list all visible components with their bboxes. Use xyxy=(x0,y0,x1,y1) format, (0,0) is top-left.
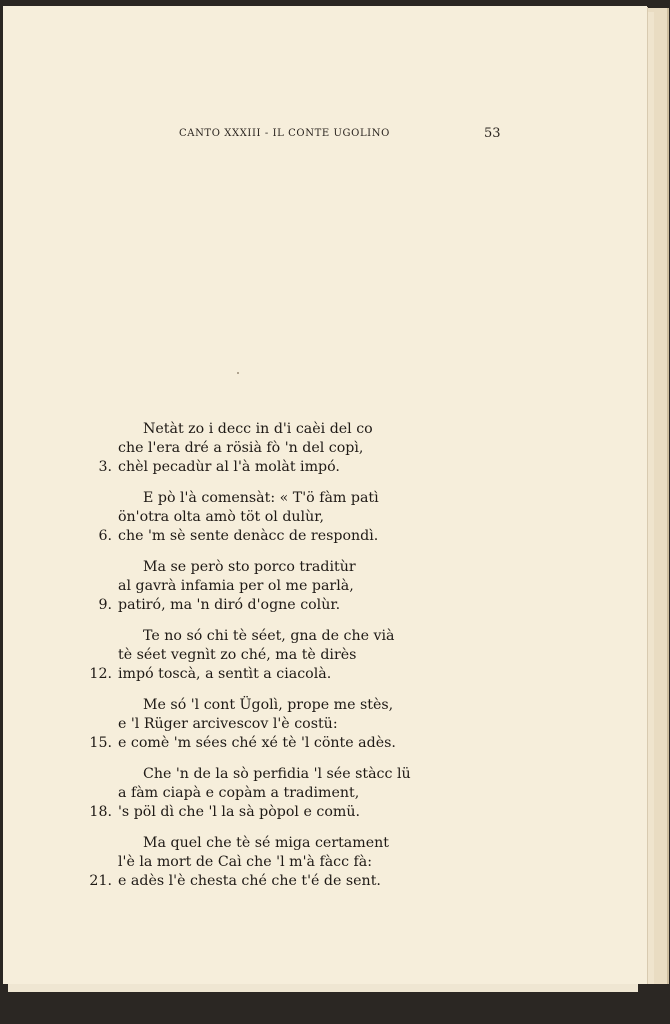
verse-line: 3. chèl pecadùr al l'à molàt impó. xyxy=(87,458,467,477)
verse-line: e 'l Rüger arcivescov l'è costü: xyxy=(118,716,338,732)
page-stack-edge xyxy=(8,984,638,992)
verse-line: ön'otra olta amò töt ol dulùr, xyxy=(118,509,324,525)
tercet xyxy=(87,765,467,822)
book-bottom-edge xyxy=(0,984,670,1024)
line-number: 21. xyxy=(89,873,112,889)
line-number: 3. xyxy=(98,459,112,475)
paper-speck xyxy=(237,372,239,374)
verse-line: che l'era dré a rösià fò 'n del copì, xyxy=(118,440,364,456)
verse-line: l'è la mort de Caì che 'l m'à fàcc fà: xyxy=(118,854,373,870)
verse-line: Te no só chi tè séet, gna de che vià xyxy=(143,628,395,644)
verse-line: 6. che 'm sè sente denàcc de respondì. xyxy=(87,527,467,546)
verse-line: Ma se però sto porco traditùr xyxy=(143,559,356,575)
page-number: 53 xyxy=(484,126,501,141)
book-page xyxy=(3,6,647,984)
running-title: CANTO XXXIII - IL CONTE UGOLINO xyxy=(179,128,390,139)
line-number: 15. xyxy=(89,735,112,751)
verse-line: a fàm ciapà e copàm a tradiment, xyxy=(118,785,360,801)
verse-line: Che 'n de la sò perfidia 'l sée stàcc lü xyxy=(143,766,411,782)
verse-line: 15. e comè 'm sées ché xé tè 'l cönte adès. xyxy=(87,734,467,753)
verse-line: 18. 's pöl dì che 'l la sà pòpol e comü. xyxy=(87,803,467,822)
line-number: 6. xyxy=(98,528,112,544)
verse-line: 9. patiró, ma 'n diró d'ogne colùr. xyxy=(87,596,467,615)
verse-line: E pò l'à comensàt: « T'ö fàm patì xyxy=(143,490,379,506)
verse-line: Me só 'l cont Ügolì, prope me stès, xyxy=(143,697,394,713)
verse-line: al gavrà infamia per ol me parlà, xyxy=(118,578,354,594)
tercet xyxy=(87,558,467,615)
tercet xyxy=(87,627,467,684)
tercet xyxy=(87,696,467,753)
tercet xyxy=(87,420,467,477)
tercet xyxy=(87,834,467,891)
verse-line: Ma quel che tè sé miga certament xyxy=(143,835,389,851)
poem-text xyxy=(87,420,467,903)
verse-line: tè séet vegnìt zo ché, ma tè dirès xyxy=(118,647,357,663)
tercet xyxy=(87,489,467,546)
line-number: 9. xyxy=(98,597,112,613)
page-header xyxy=(3,128,647,148)
verse-line: 21. e adès l'è chesta ché che t'é de sent. xyxy=(87,872,467,891)
verse-line: 12. impó toscà, a sentìt a ciacolà. xyxy=(87,665,467,684)
verse-line: Netàt zo i decc in d'i caèi del co xyxy=(143,421,373,437)
line-number: 12. xyxy=(89,666,112,682)
line-number: 18. xyxy=(89,804,112,820)
